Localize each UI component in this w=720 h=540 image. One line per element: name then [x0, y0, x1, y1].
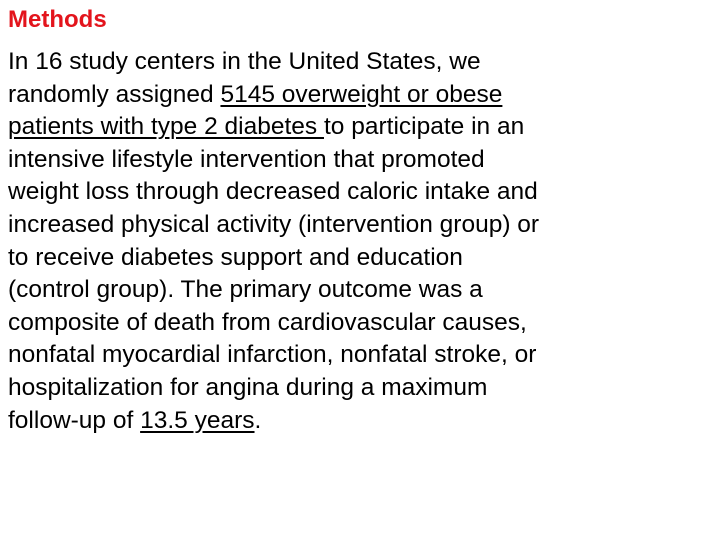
paragraph-line-2	[8, 79, 714, 112]
text-segment: nonfatal myocardial infarction, nonfatal stroke, or	[8, 341, 537, 369]
text-segment: hospitalization for angina during a maximum	[8, 373, 488, 401]
text-segment: randomly assigned	[8, 80, 221, 108]
text-segment: to participate in an	[323, 113, 525, 141]
paragraph-line-10	[8, 339, 714, 372]
paragraph-line-11	[8, 372, 714, 405]
paragraph-line-12	[8, 405, 714, 438]
paragraph-line-5	[8, 176, 714, 209]
text-segment: intensive lifestyle intervention that promoted	[8, 145, 485, 173]
paragraph-line-8	[8, 274, 714, 307]
paragraph-line-1	[8, 46, 714, 79]
underlined-text: 5145 overweight or obese	[220, 80, 503, 108]
paragraph-line-9	[8, 307, 714, 340]
text-segment: composite of death from cardiovascular causes,	[8, 308, 527, 336]
paragraph-line-7	[8, 242, 714, 275]
paragraph-line-4	[8, 144, 714, 177]
section-heading: Methods	[8, 6, 107, 33]
methods-paragraph	[8, 46, 714, 437]
text-segment: weight loss through decreased caloric intake and	[8, 178, 538, 206]
text-segment: follow-up of	[8, 406, 141, 434]
paragraph-line-6	[8, 209, 714, 242]
text-segment: .	[254, 406, 262, 434]
text-segment: (control group). The primary outcome was a	[8, 276, 483, 304]
underlined-text: 13.5 years	[140, 406, 255, 434]
text-segment: In 16 study centers in the United States, we	[8, 48, 481, 75]
paragraph-line-3	[8, 111, 714, 144]
underlined-text: patients with type 2 diabetes	[8, 113, 324, 141]
text-segment: increased physical activity (intervention group) or	[8, 210, 540, 238]
text-segment: to receive diabetes support and education	[8, 243, 463, 271]
